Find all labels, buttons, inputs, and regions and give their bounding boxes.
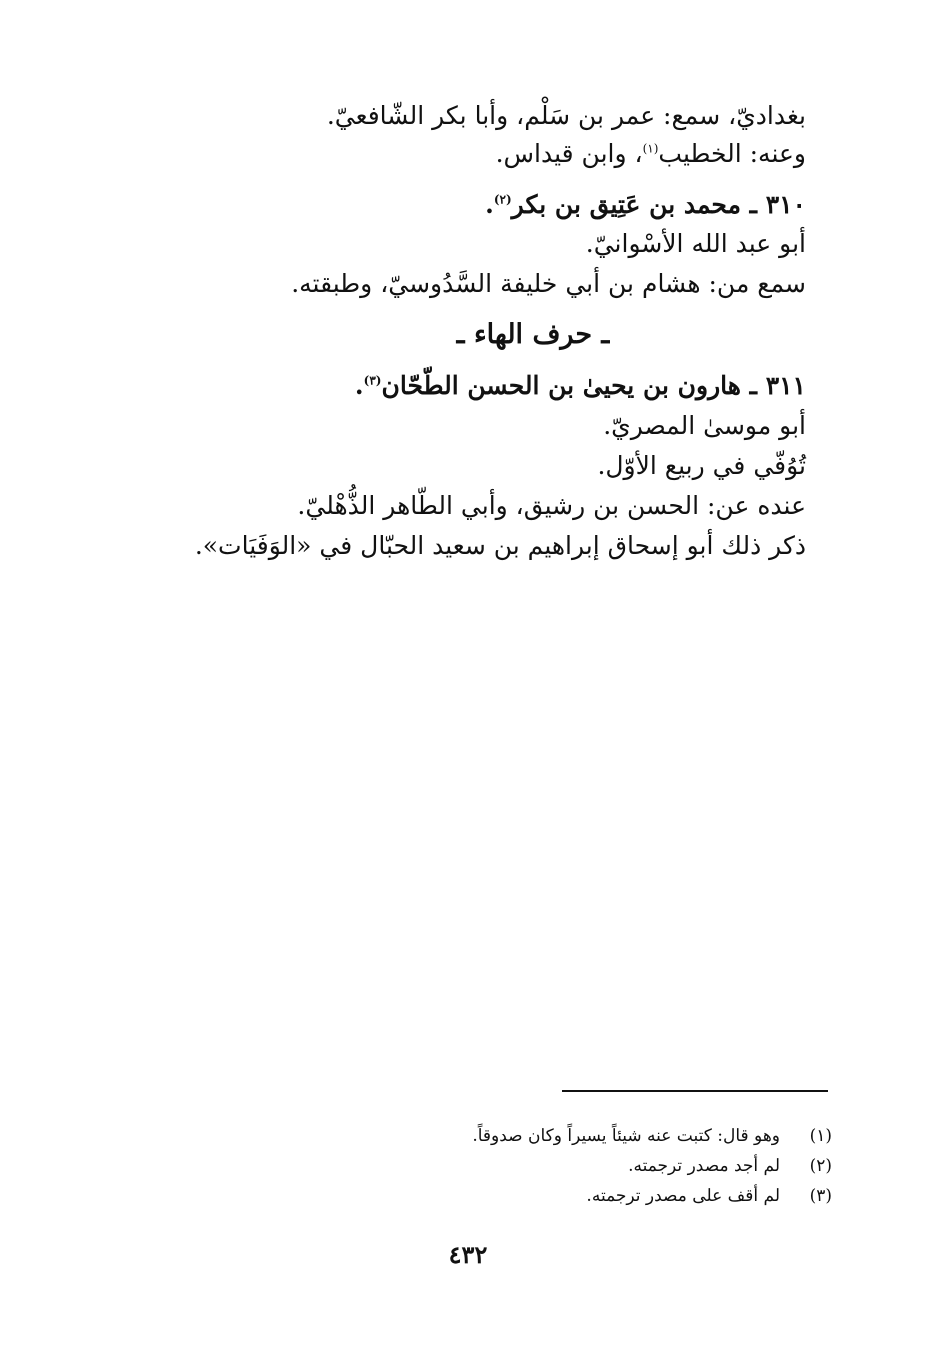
footnote-separator	[562, 1090, 828, 1092]
entry-310-title: ٣١٠ ـ محمد بن عَتِيق بن بكر$^{(٢)}$.	[485, 190, 806, 219]
footnote-ref-2: (٢)	[493, 192, 512, 207]
text-line-10: عنده عن: الحسن بن رشيق، وأبي الطّاهر الذُّهْليّ.	[297, 491, 806, 520]
text-line-2: وعنه: الخطيب$^{(١)}$، وابن قيداس.	[495, 139, 806, 168]
entry-311-title: ٣١١ ـ هارون بن يحيىٰ بن الحسن الطّحّان$^{(٣)}$.	[354, 371, 806, 400]
footnote-text: لم أقف على مصدر ترجمته.	[586, 1186, 780, 1206]
text-line-11: ذكر ذلك أبو إسحاق إبراهيم بن سعيد الحبّال في «الوَفَيَات».	[194, 531, 806, 560]
text-line-5: سمع من: هشام بن أبي خليفة السَّدُوسيّ، وطبقته.	[291, 269, 806, 298]
footnote-number: (١)	[809, 1126, 832, 1146]
footnote-number: (٢)	[809, 1156, 832, 1176]
footnote-2	[628, 1152, 832, 1180]
section-heading: ـ حرف الهاء ـ	[456, 319, 610, 350]
text-line-9: تُوُفّي في ربيع الأوّل.	[597, 451, 806, 480]
footnote-text: لم أجد مصدر ترجمته.	[628, 1156, 780, 1176]
footnote-text: وهو قال: كتبت عنه شيئاً يسيراً وكان صدوقاً.	[472, 1126, 780, 1146]
text-line-1: بغداديّ، سمع: عمر بن سَلْم، وأبا بكر الشّافعيّ.	[326, 101, 806, 130]
footnote-ref-3: (٣)	[363, 373, 382, 388]
footnote-number: (٣)	[809, 1186, 832, 1206]
footnote-1	[472, 1122, 832, 1150]
page-number: ٤٣٢	[448, 1240, 488, 1269]
footnote-3	[586, 1182, 832, 1210]
text-line-4: أبو عبد الله الأسْوانيّ.	[585, 229, 806, 258]
footnote-ref-1: (١)	[642, 141, 659, 156]
text-line-8: أبو موسىٰ المصريّ.	[603, 411, 806, 440]
